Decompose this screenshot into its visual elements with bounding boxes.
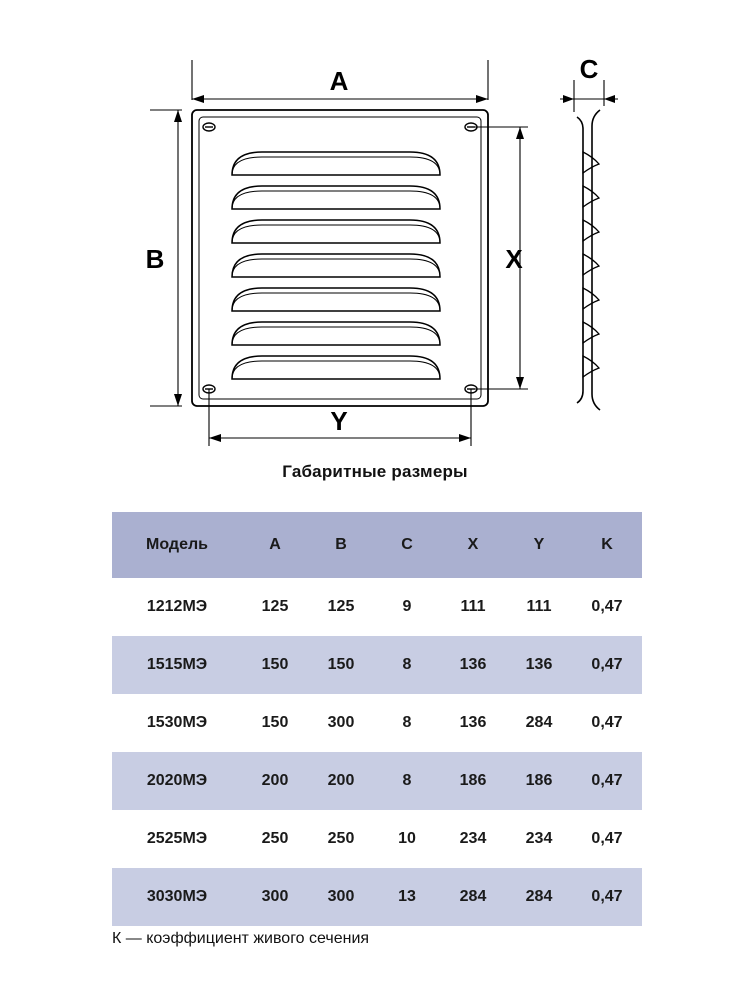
table-header-row xyxy=(112,512,642,578)
table-header xyxy=(112,512,642,578)
cell-a: 150 xyxy=(242,636,308,694)
cell-c: 8 xyxy=(374,636,440,694)
cell-k: 0,47 xyxy=(572,636,642,694)
diagram-caption: Габаритные размеры xyxy=(282,462,468,481)
dimension-label-x: X xyxy=(505,244,523,274)
column-header-x: X xyxy=(440,512,506,578)
side-louver-teeth xyxy=(583,152,599,377)
side-profile-back-edge xyxy=(577,117,583,403)
louver-blades xyxy=(232,152,440,379)
cell-c: 9 xyxy=(374,578,440,636)
dimension-label-b: B xyxy=(145,244,165,274)
cell-x: 284 xyxy=(440,868,506,926)
cell-k: 0,47 xyxy=(572,810,642,868)
cell-c: 8 xyxy=(374,694,440,752)
table-row xyxy=(112,868,642,926)
column-header-model: Модель xyxy=(112,512,242,578)
cell-a: 200 xyxy=(242,752,308,810)
cell-model: 1515МЭ xyxy=(112,636,242,694)
cell-a: 150 xyxy=(242,694,308,752)
cell-b: 300 xyxy=(308,868,374,926)
cell-b: 125 xyxy=(308,578,374,636)
column-header-c: C xyxy=(374,512,440,578)
cell-k: 0,47 xyxy=(572,752,642,810)
dimension-label-c: C xyxy=(579,54,599,84)
cell-a: 300 xyxy=(242,868,308,926)
table-row xyxy=(112,578,642,636)
cell-y: 284 xyxy=(506,868,572,926)
dimension-drawing xyxy=(0,0,750,470)
cell-x: 111 xyxy=(440,578,506,636)
table-footnote: К — коэффициент живого сечения xyxy=(112,930,370,947)
cell-c: 10 xyxy=(374,810,440,868)
table-body xyxy=(112,578,642,926)
specifications-table xyxy=(112,512,642,926)
side-view xyxy=(577,110,600,410)
cell-model: 2020МЭ xyxy=(112,752,242,810)
table-row xyxy=(112,636,642,694)
cell-model: 1530МЭ xyxy=(112,694,242,752)
column-header-k: K xyxy=(572,512,642,578)
grille-technical-drawing-svg xyxy=(0,0,750,470)
cell-model: 2525МЭ xyxy=(112,810,242,868)
cell-a: 250 xyxy=(242,810,308,868)
dimension-label-a: A xyxy=(329,66,349,96)
cell-model: 1212МЭ xyxy=(112,578,242,636)
column-header-b: B xyxy=(308,512,374,578)
cell-b: 150 xyxy=(308,636,374,694)
cell-y: 136 xyxy=(506,636,572,694)
cell-y: 234 xyxy=(506,810,572,868)
cell-y: 111 xyxy=(506,578,572,636)
cell-x: 136 xyxy=(440,694,506,752)
cell-x: 234 xyxy=(440,810,506,868)
dimension-label-y: Y xyxy=(330,406,348,436)
dimension-lines-side xyxy=(560,80,618,112)
cell-b: 300 xyxy=(308,694,374,752)
table-row xyxy=(112,810,642,868)
cell-k: 0,47 xyxy=(572,868,642,926)
cell-b: 250 xyxy=(308,810,374,868)
cell-x: 186 xyxy=(440,752,506,810)
cell-a: 125 xyxy=(242,578,308,636)
cell-y: 284 xyxy=(506,694,572,752)
cell-model: 3030МЭ xyxy=(112,868,242,926)
column-header-a: A xyxy=(242,512,308,578)
grille-outer-frame xyxy=(192,110,488,406)
front-view xyxy=(192,110,488,406)
table-row xyxy=(112,752,642,810)
cell-c: 13 xyxy=(374,868,440,926)
cell-y: 186 xyxy=(506,752,572,810)
cell-k: 0,47 xyxy=(572,694,642,752)
cell-c: 8 xyxy=(374,752,440,810)
column-header-y: Y xyxy=(506,512,572,578)
cell-x: 136 xyxy=(440,636,506,694)
dimension-lines-front xyxy=(150,60,528,446)
table-row xyxy=(112,694,642,752)
cell-b: 200 xyxy=(308,752,374,810)
cell-k: 0,47 xyxy=(572,578,642,636)
